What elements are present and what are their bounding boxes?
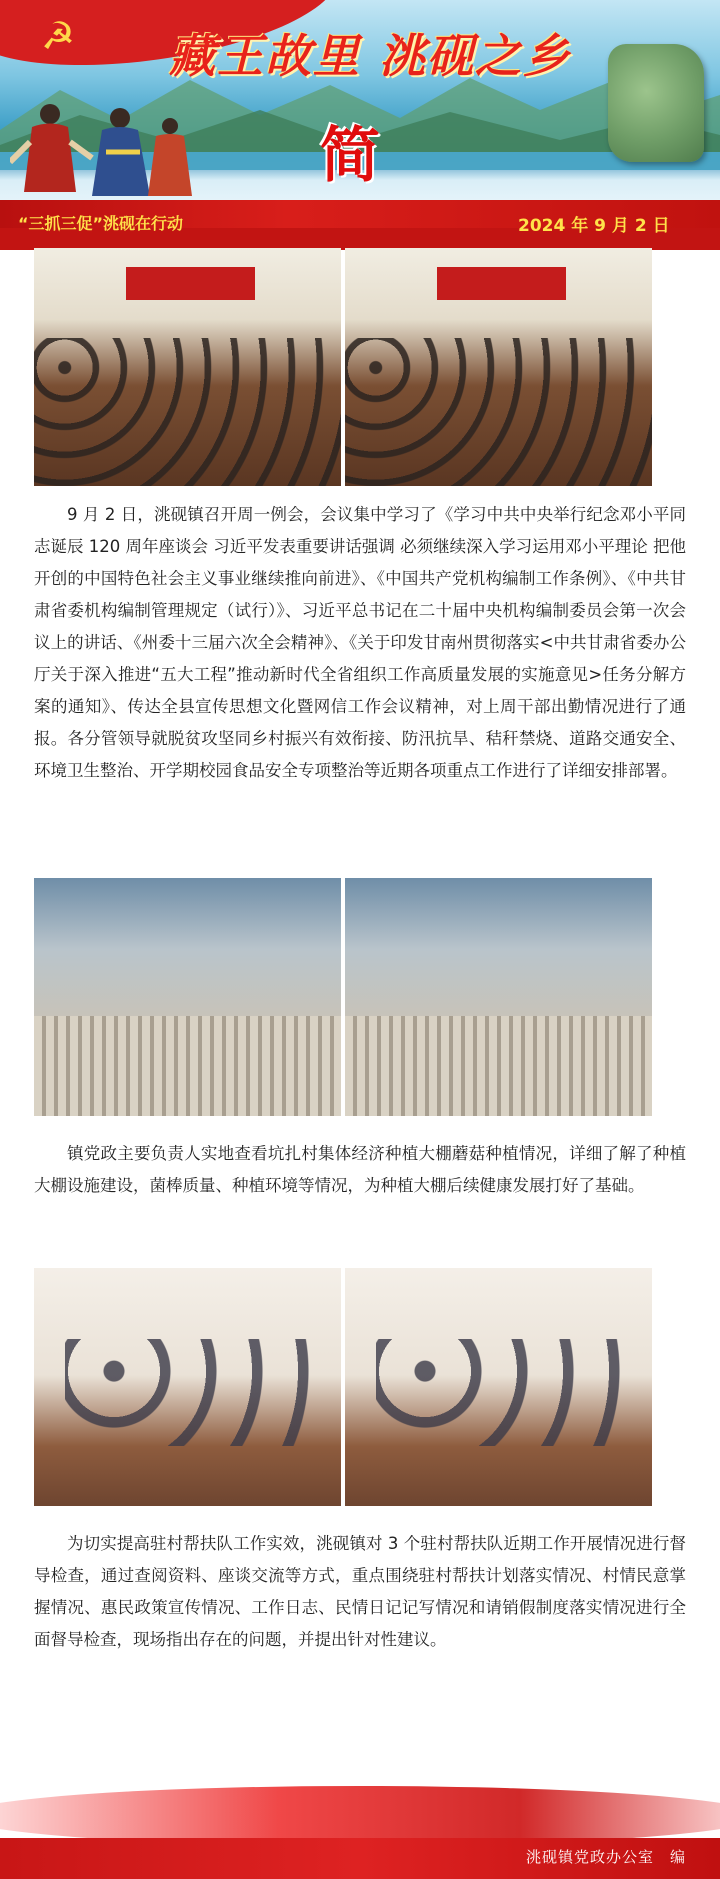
photo-row-greenhouse — [34, 878, 652, 1116]
footer — [0, 1786, 720, 1879]
paragraph-greenhouse: 镇党政主要负责人实地查看坑扎村集体经济种植大棚蘑菇种植情况，详细了解了种植大棚设施建设，菌棒质量、种植环境等情况，为种植大棚后续健康发展打好了基础。 — [34, 1144, 686, 1195]
greenhouse-photo-left — [34, 878, 341, 1116]
editor-credit: 洮砚镇党政办公室 编 — [525, 1848, 686, 1866]
inspection-photo-right — [345, 1268, 652, 1506]
campaign-slogan: “三抓三促”洮砚在行动 — [18, 214, 184, 233]
inspection-group — [65, 1339, 311, 1446]
meeting-photo-left — [34, 248, 341, 486]
audience — [345, 338, 652, 486]
stage-banner — [437, 267, 566, 300]
dancers-illustration — [10, 92, 200, 202]
header-banner — [0, 0, 720, 250]
inkstone-image — [608, 44, 704, 162]
mushroom-bags — [345, 1016, 652, 1116]
inspection-group — [376, 1339, 622, 1446]
stage-banner — [126, 267, 255, 300]
photo-row-inspection — [34, 1268, 652, 1506]
newsletter-title: 简 — [320, 121, 420, 191]
banner-title: 藏王故里 洮砚之乡 — [168, 29, 571, 83]
greenhouse-photo-right — [345, 878, 652, 1116]
audience — [34, 338, 341, 486]
issue-date: 2024 年 9 月 2 日 — [518, 216, 670, 236]
paragraph-meeting: 9 月 2 日，洮砚镇召开周一例会，会议集中学习了《学习中共中央举行纪念邓小平同志诞辰 120 周年座谈会 习近平发表重要讲话强调 必须继续深入学习运用邓小平理论 把他开创的中国特色社会主义事业继续推向前进》、《中国共产党机构编制工作条例》、《中共甘肃省委机构编制管理规定（试行）》、习近平总书记在二十届中央机构编制委员会第一次会议上的讲话、《州委十三届六次全会精神》、《关于印发甘南州贯彻落实<中共甘肃省委办公厅关于深入推进“五大工程”推动新时代全省组织工作高质量发展的实施意见>任务分解方案的通知》、传达全县宣传思想文化暨网信工作会议精神，对上周干部出勤情况进行了通报。各分管领导就脱贫攻坚同乡村振兴有效衔接、防汛抗旱、秸秆禁烧、道路交通安全、环境卫生整治、开学期校园食品安全专项整治等近期各项重点工作进行了详细安排部署。 — [34, 505, 686, 780]
paragraph-inspection: 为切实提高驻村帮扶队工作实效，洮砚镇对 3 个驻村帮扶队近期工作开展情况进行督导检查，通过查阅资料、座谈交流等方式，重点围绕驻村帮扶计划落实情况、村情民意掌握情况、惠民政策宣传情况、工作日志、民情日记记写情况和请销假制度落实情况进行全面督导检查，现场指出存在的问题，并提出针对性建议。 — [34, 1534, 686, 1649]
mushroom-bags — [34, 1016, 341, 1116]
inspection-photo-left — [34, 1268, 341, 1506]
meeting-photo-right — [345, 248, 652, 486]
photo-row-meeting — [34, 248, 652, 486]
party-emblem-icon: ☭ — [40, 14, 76, 58]
footer-ribbon — [0, 1786, 720, 1846]
